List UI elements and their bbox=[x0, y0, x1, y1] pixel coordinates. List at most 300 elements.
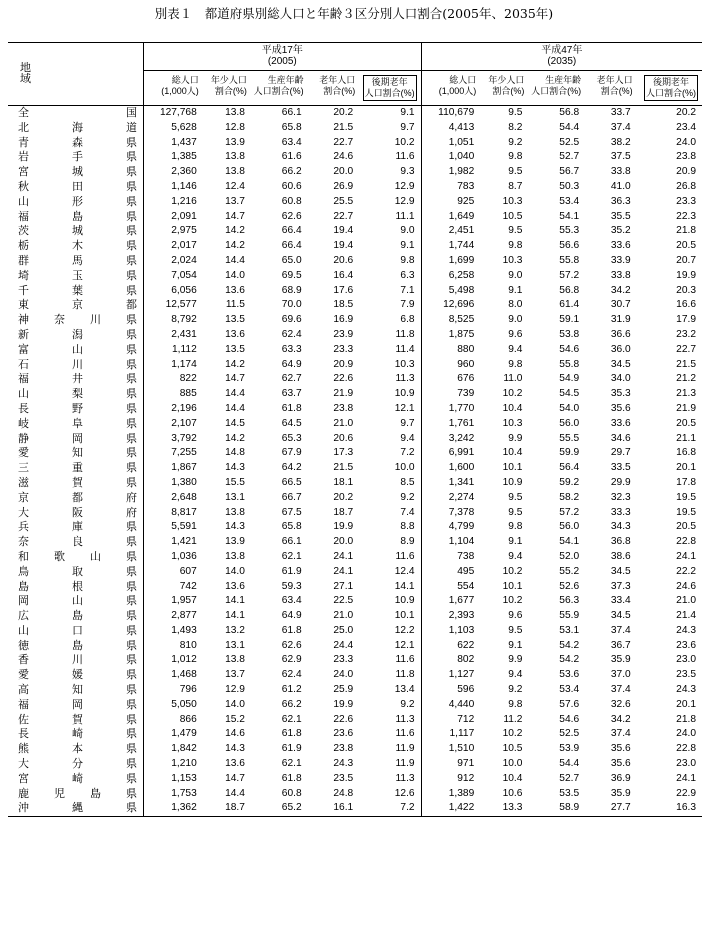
table-cell: 58.2 bbox=[559, 491, 580, 503]
region-header: 地 域 bbox=[8, 43, 144, 106]
region-name: 奈良県 bbox=[18, 536, 137, 549]
table-row bbox=[8, 210, 702, 225]
table-cell: 822 bbox=[144, 372, 203, 387]
table-cell: 16.1 bbox=[308, 801, 360, 816]
table-cell: 13.8 bbox=[225, 550, 245, 562]
table-cell: 64.2 bbox=[281, 462, 302, 474]
table-cell: 10.2 bbox=[502, 595, 523, 607]
table-cell: 54.5 bbox=[559, 388, 580, 400]
table-cell: 9.4 bbox=[508, 669, 523, 681]
table-cell: 21.5 bbox=[676, 358, 696, 370]
table-cell: 34.2 bbox=[610, 713, 631, 725]
table-cell: 866 bbox=[144, 713, 203, 728]
table-cell: 55.3 bbox=[559, 225, 580, 237]
table-cell: 1,842 bbox=[144, 742, 203, 757]
table-cell: 21.8 bbox=[676, 713, 696, 725]
table-cell: 23.8 bbox=[676, 151, 696, 163]
table-cell: 9.9 bbox=[508, 654, 523, 666]
region-name: 長野県 bbox=[18, 402, 137, 415]
table-cell: 33.5 bbox=[610, 462, 631, 474]
table-cell: 13.8 bbox=[225, 151, 245, 163]
table-row bbox=[8, 787, 702, 802]
table-cell: 7.4 bbox=[400, 506, 415, 518]
table-row bbox=[8, 239, 702, 254]
table-cell: 24.1 bbox=[333, 550, 354, 562]
table-row bbox=[8, 195, 702, 210]
table-row bbox=[8, 343, 702, 358]
table-cell: 9.0 bbox=[400, 225, 415, 237]
region-name: 福岡県 bbox=[18, 698, 137, 711]
region-name: 三重県 bbox=[18, 462, 137, 475]
table-cell: 1,174 bbox=[144, 358, 203, 373]
table-cell: 13.5 bbox=[225, 314, 245, 326]
table-row bbox=[8, 565, 702, 580]
table-cell: 53.1 bbox=[559, 624, 580, 636]
region-name: 福島県 bbox=[18, 210, 137, 223]
table-cell: 14.3 bbox=[225, 521, 245, 533]
table-cell: 38.6 bbox=[610, 550, 631, 562]
table-cell: 960 bbox=[421, 358, 480, 373]
population-table bbox=[8, 42, 702, 817]
table-cell: 66.5 bbox=[281, 476, 302, 488]
table-cell: 20.5 bbox=[676, 521, 696, 533]
region-name: 長崎県 bbox=[18, 728, 137, 741]
table-cell: 55.8 bbox=[559, 254, 580, 266]
table-cell: 2,017 bbox=[144, 239, 203, 254]
table-cell: 56.0 bbox=[559, 521, 580, 533]
table-cell: 11.6 bbox=[395, 151, 415, 163]
table-cell: 34.6 bbox=[610, 432, 631, 444]
table-cell: 34.0 bbox=[610, 373, 631, 385]
table-cell: 61.8 bbox=[281, 402, 302, 414]
table-cell: 35.6 bbox=[610, 402, 631, 414]
table-cell: 1,479 bbox=[144, 727, 203, 742]
table-cell: 23.5 bbox=[333, 772, 354, 784]
region-name: 福井県 bbox=[18, 373, 137, 386]
table-cell: 9.1 bbox=[508, 284, 523, 296]
table-cell: 7.2 bbox=[359, 801, 421, 816]
table-cell: 9.7 bbox=[400, 121, 415, 133]
table-cell: 56.3 bbox=[559, 595, 580, 607]
table-cell: 52.0 bbox=[559, 550, 580, 562]
table-cell: 9.5 bbox=[508, 225, 523, 237]
table-cell: 21.1 bbox=[676, 432, 696, 444]
table-cell: 4,413 bbox=[421, 121, 480, 136]
table-cell: 24.0 bbox=[676, 136, 696, 148]
table-cell: 65.0 bbox=[281, 254, 302, 266]
table-cell: 11.8 bbox=[395, 669, 415, 681]
table-cell: 2,451 bbox=[421, 224, 480, 239]
table-cell: 37.0 bbox=[610, 669, 631, 681]
table-cell: 9.6 bbox=[508, 610, 523, 622]
table-cell: 14.2 bbox=[225, 432, 245, 444]
table-cell: 24.1 bbox=[333, 565, 354, 577]
table-cell: 1,012 bbox=[144, 653, 203, 668]
table-cell: 20.6 bbox=[333, 254, 354, 266]
table-cell: 1,957 bbox=[144, 594, 203, 609]
table-cell: 11.5 bbox=[225, 299, 245, 311]
table-cell: 62.9 bbox=[281, 654, 302, 666]
table-cell: 10.1 bbox=[502, 580, 523, 592]
table-cell: 12.9 bbox=[394, 195, 415, 207]
table-cell: 35.2 bbox=[610, 225, 631, 237]
table-cell: 33.4 bbox=[610, 595, 631, 607]
table-row bbox=[8, 639, 702, 654]
table-row bbox=[8, 417, 702, 432]
table-cell: 57.2 bbox=[559, 506, 580, 518]
region-name: 兵庫県 bbox=[18, 521, 137, 534]
table-cell: 2,274 bbox=[421, 491, 480, 506]
table-cell: 54.1 bbox=[559, 210, 580, 222]
table-cell: 56.4 bbox=[559, 462, 580, 474]
table-cell: 32.6 bbox=[610, 698, 631, 710]
table-cell: 8.9 bbox=[400, 536, 415, 548]
table-cell: 31.9 bbox=[610, 314, 631, 326]
table-cell: 60.8 bbox=[281, 195, 302, 207]
table-cell: 14.6 bbox=[225, 728, 245, 740]
table-cell: 20.0 bbox=[333, 166, 354, 178]
table-cell: 1,051 bbox=[421, 136, 480, 151]
table-cell: 17.6 bbox=[333, 284, 354, 296]
region-name: 栃木県 bbox=[18, 240, 137, 253]
table-cell: 63.3 bbox=[281, 343, 302, 355]
table-cell: 1,867 bbox=[144, 461, 203, 476]
table-cell: 35.3 bbox=[610, 388, 631, 400]
table-cell: 61.4 bbox=[559, 299, 580, 311]
table-cell: 9.4 bbox=[400, 432, 415, 444]
table-cell: 20.1 bbox=[676, 462, 696, 474]
column-header: 後期老年 人口割合(%) bbox=[637, 71, 702, 106]
column-header: 生産年齢 人口割合(%) bbox=[531, 75, 582, 96]
column-header: 総人口 (1,000人) bbox=[144, 71, 203, 106]
table-cell: 6,056 bbox=[144, 284, 203, 299]
table-cell: 1,036 bbox=[144, 550, 203, 565]
region-name: 岡山県 bbox=[18, 595, 137, 608]
table-cell: 9.1 bbox=[359, 106, 421, 121]
table-row bbox=[8, 772, 702, 787]
table-cell: 12.9 bbox=[225, 684, 245, 696]
table-cell: 7,378 bbox=[421, 506, 480, 521]
table-cell: 66.4 bbox=[281, 240, 302, 252]
table-cell: 56.8 bbox=[559, 284, 580, 296]
table-cell: 810 bbox=[144, 639, 203, 654]
table-cell: 6,258 bbox=[421, 269, 480, 284]
table-cell: 9.1 bbox=[508, 639, 523, 651]
table-cell: 9.8 bbox=[508, 151, 523, 163]
table-cell: 1,146 bbox=[144, 180, 203, 195]
table-cell: 36.8 bbox=[610, 536, 631, 548]
table-cell: 62.6 bbox=[281, 210, 302, 222]
table-cell: 802 bbox=[421, 653, 480, 668]
table-cell: 34.5 bbox=[610, 565, 631, 577]
region-name: 全 国 bbox=[8, 106, 144, 121]
table-cell: 14.3 bbox=[225, 743, 245, 755]
table-cell: 36.9 bbox=[610, 772, 631, 784]
table-row bbox=[8, 594, 702, 609]
table-row bbox=[8, 609, 702, 624]
table-cell: 50.3 bbox=[559, 180, 580, 192]
table-cell: 607 bbox=[144, 565, 203, 580]
table-row bbox=[8, 653, 702, 668]
table-cell: 21.8 bbox=[676, 225, 696, 237]
table-cell: 12.6 bbox=[394, 787, 415, 799]
table-cell: 60.6 bbox=[281, 180, 302, 192]
table-cell: 37.3 bbox=[610, 580, 631, 592]
table-cell: 20.1 bbox=[676, 698, 696, 710]
region-name: 千葉県 bbox=[18, 284, 137, 297]
table-cell: 5,591 bbox=[144, 520, 203, 535]
table-cell: 65.3 bbox=[281, 432, 302, 444]
table-cell: 10.3 bbox=[502, 254, 523, 266]
table-cell: 20.2 bbox=[637, 106, 702, 121]
table-cell: 1,127 bbox=[421, 668, 480, 683]
table-cell: 16.9 bbox=[333, 314, 354, 326]
table-cell: 8.7 bbox=[508, 180, 523, 192]
table-cell: 23.4 bbox=[676, 121, 696, 133]
table-cell: 24.0 bbox=[333, 669, 354, 681]
table-cell: 9.4 bbox=[508, 343, 523, 355]
table-cell: 66.1 bbox=[281, 536, 302, 548]
table-cell: 10.0 bbox=[502, 758, 523, 770]
table-cell: 34.5 bbox=[610, 358, 631, 370]
table-cell: 54.4 bbox=[559, 758, 580, 770]
table-cell: 59.2 bbox=[559, 476, 580, 488]
table-cell: 4,799 bbox=[421, 520, 480, 535]
region-name: 和歌山県 bbox=[18, 550, 137, 563]
table-cell: 33.8 bbox=[610, 166, 631, 178]
table-cell: 9.0 bbox=[508, 314, 523, 326]
table-cell: 110,679 bbox=[421, 106, 480, 121]
table-cell: 12.1 bbox=[394, 402, 415, 414]
table-row bbox=[8, 550, 702, 565]
table-cell: 13.6 bbox=[225, 328, 245, 340]
table-cell: 63.4 bbox=[281, 136, 302, 148]
era-2035-label: 平成47年 bbox=[541, 45, 583, 56]
column-header: 総人口 (1,000人) bbox=[421, 71, 480, 106]
region-name: 島根県 bbox=[18, 580, 137, 593]
table-cell: 23.2 bbox=[676, 328, 696, 340]
region-name: 宮崎県 bbox=[18, 772, 137, 785]
table-cell: 9.5 bbox=[508, 506, 523, 518]
table-cell: 33.9 bbox=[610, 254, 631, 266]
table-cell: 13.7 bbox=[225, 195, 245, 207]
table-cell: 12,577 bbox=[144, 298, 203, 313]
table-cell: 2,877 bbox=[144, 609, 203, 624]
table-cell: 2,091 bbox=[144, 210, 203, 225]
table-cell: 14.0 bbox=[225, 269, 245, 281]
table-cell: 21.4 bbox=[676, 610, 696, 622]
table-cell: 17.3 bbox=[333, 447, 354, 459]
table-cell: 10.2 bbox=[502, 728, 523, 740]
table-cell: 495 bbox=[421, 565, 480, 580]
table-cell: 24.4 bbox=[333, 639, 354, 651]
table-cell: 10.2 bbox=[502, 388, 523, 400]
table-cell: 1,104 bbox=[421, 535, 480, 550]
table-cell: 53.4 bbox=[559, 195, 580, 207]
table-cell: 9.5 bbox=[480, 106, 528, 121]
table-cell: 52.7 bbox=[559, 772, 580, 784]
table-cell: 61.9 bbox=[281, 565, 302, 577]
table-cell: 9.2 bbox=[400, 491, 415, 503]
table-cell: 54.2 bbox=[559, 639, 580, 651]
table-cell: 37.4 bbox=[610, 684, 631, 696]
table-cell: 21.5 bbox=[333, 121, 354, 133]
table-cell: 14.2 bbox=[225, 225, 245, 237]
table-cell: 14.7 bbox=[225, 772, 245, 784]
table-cell: 2,975 bbox=[144, 224, 203, 239]
table-cell: 4,440 bbox=[421, 698, 480, 713]
table-row bbox=[8, 668, 702, 683]
table-cell: 61.8 bbox=[281, 624, 302, 636]
region-name: 佐賀県 bbox=[18, 713, 137, 726]
table-cell: 61.2 bbox=[281, 684, 302, 696]
table-cell: 12.1 bbox=[394, 639, 415, 651]
table-cell: 61.6 bbox=[281, 151, 302, 163]
region-name: 沖縄県 bbox=[8, 801, 144, 816]
table-cell: 58.9 bbox=[528, 801, 585, 816]
table-cell: 9.2 bbox=[508, 684, 523, 696]
table-cell: 25.0 bbox=[333, 624, 354, 636]
table-cell: 66.2 bbox=[281, 166, 302, 178]
table-cell: 13.4 bbox=[394, 684, 415, 696]
table-row bbox=[8, 121, 702, 136]
table-cell: 62.1 bbox=[281, 550, 302, 562]
table-row bbox=[8, 180, 702, 195]
table-row bbox=[8, 165, 702, 180]
table-cell: 11.6 bbox=[395, 654, 415, 666]
table-cell: 27.7 bbox=[585, 801, 637, 816]
table-row bbox=[8, 624, 702, 639]
table-cell: 26.9 bbox=[333, 180, 354, 192]
table-cell: 13.6 bbox=[225, 758, 245, 770]
table-cell: 66.7 bbox=[281, 491, 302, 503]
region-name: 広島県 bbox=[18, 610, 137, 623]
table-cell: 70.0 bbox=[281, 299, 302, 311]
table-cell: 971 bbox=[421, 757, 480, 772]
table-cell: 21.9 bbox=[676, 402, 696, 414]
table-row bbox=[8, 535, 702, 550]
table-cell: 22.5 bbox=[333, 595, 354, 607]
table-cell: 53.5 bbox=[559, 787, 580, 799]
table-cell: 8.5 bbox=[400, 476, 415, 488]
table-row bbox=[8, 150, 702, 165]
table-cell: 62.7 bbox=[281, 373, 302, 385]
table-cell: 55.9 bbox=[559, 610, 580, 622]
table-cell: 8,817 bbox=[144, 506, 203, 521]
region-name: 岩手県 bbox=[18, 151, 137, 164]
region-name: 山形県 bbox=[18, 195, 137, 208]
table-cell: 20.3 bbox=[676, 284, 696, 296]
table-cell: 67.5 bbox=[281, 506, 302, 518]
table-cell: 22.8 bbox=[676, 743, 696, 755]
era-2035-header bbox=[421, 43, 702, 71]
table-cell: 25.5 bbox=[333, 195, 354, 207]
table-cell: 1,040 bbox=[421, 150, 480, 165]
table-cell: 13.9 bbox=[225, 536, 245, 548]
table-cell: 20.0 bbox=[333, 536, 354, 548]
table-cell: 14.0 bbox=[225, 698, 245, 710]
region-name: 徳島県 bbox=[18, 639, 137, 652]
table-row bbox=[8, 372, 702, 387]
table-row bbox=[8, 284, 702, 299]
table-cell: 9.5 bbox=[508, 166, 523, 178]
table-cell: 35.9 bbox=[610, 787, 631, 799]
table-cell: 53.9 bbox=[559, 743, 580, 755]
table-cell: 16.6 bbox=[676, 299, 696, 311]
table-cell: 52.5 bbox=[559, 728, 580, 740]
table-cell: 676 bbox=[421, 372, 480, 387]
table-cell: 13.1 bbox=[225, 639, 245, 651]
table-cell: 7.9 bbox=[400, 299, 415, 311]
table-cell: 14.5 bbox=[225, 417, 245, 429]
table-cell: 11.9 bbox=[395, 743, 415, 755]
table-cell: 15.2 bbox=[225, 713, 245, 725]
column-header: 後期老年 人口割合(%) bbox=[359, 71, 421, 106]
table-cell: 36.3 bbox=[610, 195, 631, 207]
table-cell: 15.5 bbox=[225, 476, 245, 488]
table-cell: 34.3 bbox=[610, 521, 631, 533]
table-cell: 2,196 bbox=[144, 402, 203, 417]
table-cell: 10.0 bbox=[394, 462, 415, 474]
table-cell: 2,360 bbox=[144, 165, 203, 180]
table-cell: 57.6 bbox=[559, 698, 580, 710]
region-name: 京都府 bbox=[18, 491, 137, 504]
table-cell: 912 bbox=[421, 772, 480, 787]
era-2035-year: (2035) bbox=[547, 56, 577, 67]
table-cell: 14.4 bbox=[225, 402, 245, 414]
table-row bbox=[8, 402, 702, 417]
table-cell: 65.8 bbox=[281, 521, 302, 533]
table-row bbox=[8, 313, 702, 328]
table-cell: 30.7 bbox=[610, 299, 631, 311]
table-cell: 14.8 bbox=[225, 447, 245, 459]
region-name: 静岡県 bbox=[18, 432, 137, 445]
table-row bbox=[8, 506, 702, 521]
region-name: 富山県 bbox=[18, 343, 137, 356]
table-cell: 11.8 bbox=[395, 328, 415, 340]
table-cell: 20.7 bbox=[676, 254, 696, 266]
table-cell: 62.1 bbox=[281, 758, 302, 770]
table-cell: 9.8 bbox=[508, 521, 523, 533]
table-cell: 35.6 bbox=[610, 758, 631, 770]
table-cell: 37.4 bbox=[610, 121, 631, 133]
table-cell: 35.5 bbox=[610, 210, 631, 222]
table-row bbox=[8, 328, 702, 343]
table-cell: 1,380 bbox=[144, 476, 203, 491]
table-cell: 13.8 bbox=[203, 106, 251, 121]
table-row bbox=[8, 683, 702, 698]
table-cell: 880 bbox=[421, 343, 480, 358]
table-cell: 34.2 bbox=[610, 284, 631, 296]
table-cell: 9.2 bbox=[508, 136, 523, 148]
table-cell: 10.6 bbox=[502, 787, 523, 799]
table-cell: 23.3 bbox=[333, 654, 354, 666]
region-name: 埼玉県 bbox=[18, 269, 137, 282]
table-cell: 11.2 bbox=[503, 713, 523, 725]
table-cell: 1,341 bbox=[421, 476, 480, 491]
table-cell: 64.9 bbox=[281, 358, 302, 370]
table-cell: 596 bbox=[421, 683, 480, 698]
table-cell: 29.7 bbox=[610, 447, 631, 459]
table-cell: 11.6 bbox=[395, 550, 415, 562]
table-cell: 69.5 bbox=[281, 269, 302, 281]
table-cell: 18.1 bbox=[333, 476, 354, 488]
table-cell: 36.0 bbox=[610, 343, 631, 355]
table-cell: 54.1 bbox=[559, 536, 580, 548]
table-row bbox=[8, 476, 702, 491]
region-name: 神奈川県 bbox=[18, 314, 137, 327]
table-cell: 32.3 bbox=[610, 491, 631, 503]
